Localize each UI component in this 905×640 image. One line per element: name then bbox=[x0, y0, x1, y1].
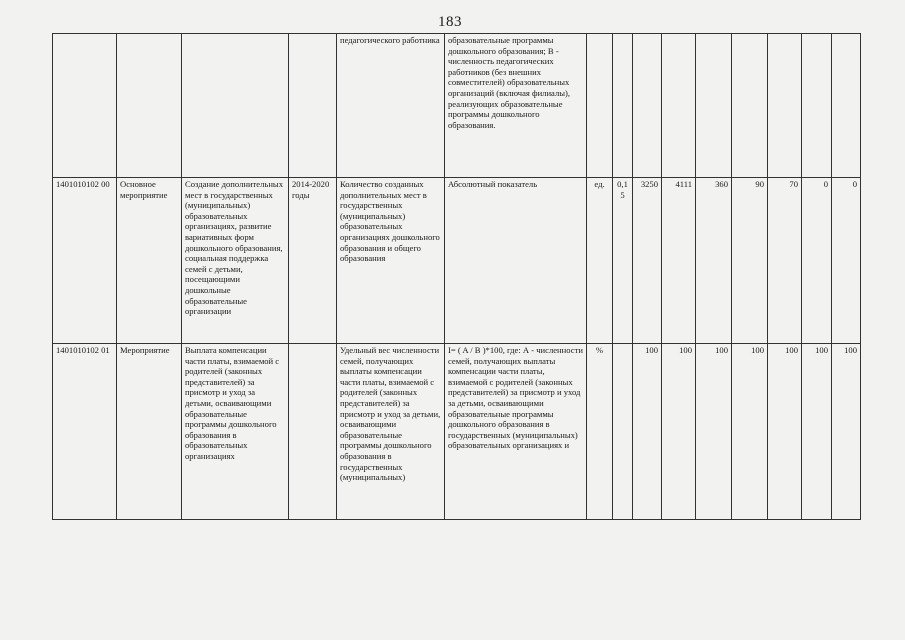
cell-unit: ед. bbox=[587, 178, 613, 344]
table-row bbox=[53, 344, 861, 520]
cell-method: Абсолютный показатель bbox=[445, 178, 587, 344]
cell-type: Мероприятие bbox=[117, 344, 182, 520]
cell-value-2 bbox=[662, 34, 696, 178]
cell-name bbox=[182, 34, 289, 178]
cell-value-2: 100 bbox=[662, 344, 696, 520]
cell-method: образовательные программы дошкольного образования; В - численность педагогических работников (без внешних совместителей) образовательных организаций (включая филиалы), реализующих образовательные программы дошкольного образования. bbox=[445, 34, 587, 178]
table-row bbox=[53, 178, 861, 344]
cell-value-5: 70 bbox=[768, 178, 802, 344]
cell-type: Основное мероприятие bbox=[117, 178, 182, 344]
cell-weight bbox=[613, 344, 633, 520]
cell-value-5 bbox=[768, 34, 802, 178]
cell-unit bbox=[587, 34, 613, 178]
cell-weight bbox=[613, 34, 633, 178]
cell-indicator: Удельный вес численности семей, получающих выплаты компенсации части платы, взимаемой с родителей (законных представителей) за присмотр и уход за детьми, осваивающими образовательные программы дошкольного образования в государственных (муниципальных) bbox=[337, 344, 445, 520]
cell-period: 2014-2020 годы bbox=[289, 178, 337, 344]
cell-name: Выплата компенсации части платы, взимаемой с родителей (законных представителей) за присмотр и уход за детьми, осваивающими образовательные программы дошкольного образования в образовательных организациях bbox=[182, 344, 289, 520]
cell-value-1: 100 bbox=[633, 344, 662, 520]
cell-value-3: 360 bbox=[696, 178, 732, 344]
cell-value-3: 100 bbox=[696, 344, 732, 520]
program-table bbox=[52, 33, 861, 520]
cell-type bbox=[117, 34, 182, 178]
cell-period bbox=[289, 34, 337, 178]
cell-value-7 bbox=[832, 34, 861, 178]
cell-unit: % bbox=[587, 344, 613, 520]
cell-period bbox=[289, 344, 337, 520]
cell-value-3 bbox=[696, 34, 732, 178]
cell-value-4: 100 bbox=[732, 344, 768, 520]
cell-weight: 0,15 bbox=[613, 178, 633, 344]
cell-name: Создание дополнительных мест в государственных (муниципальных) образовательных организациях, развитие вариативных форм дошкольного образования, социальная поддержка семей с детьми, посещающими дошкольные образовательные организации bbox=[182, 178, 289, 344]
cell-value-2: 4111 bbox=[662, 178, 696, 344]
page-number: 183 bbox=[438, 14, 462, 30]
cell-code: 1401010102 01 bbox=[53, 344, 117, 520]
cell-value-4 bbox=[732, 34, 768, 178]
cell-value-7: 0 bbox=[832, 178, 861, 344]
cell-code: 1401010102 00 bbox=[53, 178, 117, 344]
cell-value-1: 3250 bbox=[633, 178, 662, 344]
cell-method: I= ( A / B )*100, где: А - численности семей, получающих выплаты компенсации части платы, взимаемой с родителей (законных представителей) за присмотр и уход за детьми, осваивающими образовательные программы дошкольного образования в государственных (муниципальных) образовательных организациях и bbox=[445, 344, 587, 520]
cell-value-5: 100 bbox=[768, 344, 802, 520]
cell-code bbox=[53, 34, 117, 178]
cell-value-1 bbox=[633, 34, 662, 178]
cell-value-7: 100 bbox=[832, 344, 861, 520]
cell-value-4: 90 bbox=[732, 178, 768, 344]
cell-value-6: 0 bbox=[802, 178, 832, 344]
cell-value-6 bbox=[802, 34, 832, 178]
cell-value-6: 100 bbox=[802, 344, 832, 520]
table-row bbox=[53, 34, 861, 178]
cell-indicator: Количество созданных дополнительных мест в государственных (муниципальных) образовательных организациях дошкольного образования и общего образования bbox=[337, 178, 445, 344]
cell-indicator: педагогического работника bbox=[337, 34, 445, 178]
